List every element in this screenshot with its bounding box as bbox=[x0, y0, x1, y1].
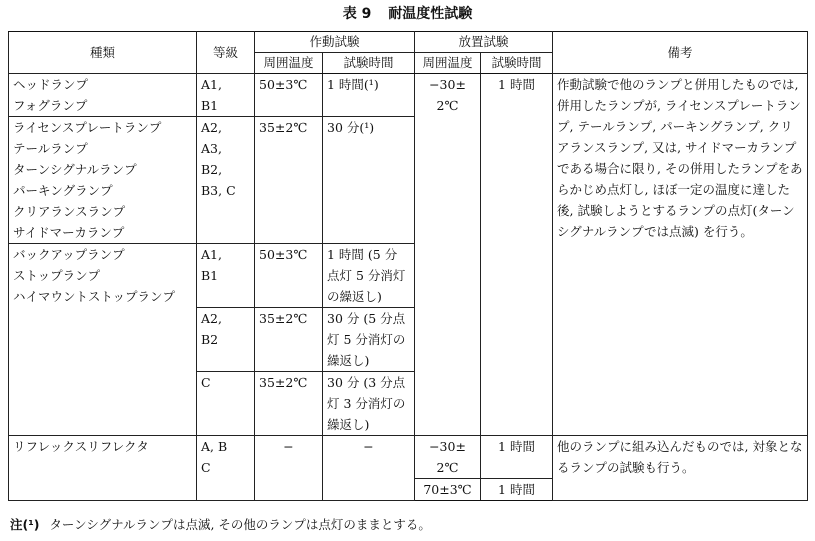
type-name: ライセンスプレートランプ bbox=[13, 120, 162, 135]
stand-temp-line: 70±3℃ bbox=[423, 482, 472, 497]
footnote-text: ターンシグナルランプは点滅, その他のランプは点灯のままとする。 bbox=[49, 517, 431, 532]
type-name: リフレックスリフレクタ bbox=[13, 439, 149, 454]
header-grade: 等級 bbox=[197, 32, 255, 74]
cell-stand-temp bbox=[415, 74, 481, 436]
type-name: テールランプ bbox=[13, 141, 88, 156]
stand-time-value: 1 時間 bbox=[498, 439, 535, 454]
table-title bbox=[0, 5, 815, 23]
op-time-value: 1 時間(¹) bbox=[327, 77, 379, 92]
op-time-line: 繰返し) bbox=[327, 417, 370, 432]
op-time-line: 30 分 (3 分点 bbox=[327, 375, 406, 390]
op-temp-value: − bbox=[283, 439, 294, 454]
type-name: ターンシグナルランプ bbox=[13, 162, 137, 177]
grade-value: C bbox=[201, 460, 211, 475]
cell-op-temp bbox=[255, 244, 323, 308]
table-title-text: 耐温度性試験 bbox=[388, 6, 473, 22]
cell-op-time bbox=[323, 436, 415, 501]
header-op-ambient-temp: 周囲温度 bbox=[255, 53, 323, 74]
cell-op-temp bbox=[255, 372, 323, 436]
cell-stand-time bbox=[481, 74, 553, 436]
op-time-value: 30 分(¹) bbox=[327, 120, 375, 135]
header-type: 種類 bbox=[9, 32, 197, 74]
cell-op-time bbox=[323, 308, 415, 372]
cell-op-temp bbox=[255, 436, 323, 501]
type-name: サイドマーカランプ bbox=[13, 225, 125, 240]
header-operating-test: 作動試験 bbox=[255, 32, 415, 53]
grade-value: B1 bbox=[201, 98, 219, 113]
stand-temp-line: 2℃ bbox=[436, 98, 459, 113]
op-time-line: 1 時間 (5 分 bbox=[327, 247, 398, 262]
cell-op-time bbox=[323, 244, 415, 308]
header-stand-ambient-temp: 周囲温度 bbox=[415, 53, 481, 74]
cell-grade bbox=[197, 308, 255, 372]
grade-value: B2 bbox=[201, 332, 219, 347]
cell-stand-time bbox=[481, 436, 553, 479]
stand-time-value: 1 時間 bbox=[498, 482, 535, 497]
footnote-label: 注(¹) bbox=[10, 517, 40, 532]
cell-grade bbox=[197, 74, 255, 117]
op-time-line: 灯 3 分消灯の bbox=[327, 396, 406, 411]
grade-value: B2, bbox=[201, 162, 223, 177]
table-row bbox=[9, 74, 808, 117]
type-name: クリアランスランプ bbox=[13, 204, 126, 219]
grade-value: A2, bbox=[201, 311, 222, 326]
footnote bbox=[10, 516, 431, 534]
cell-type bbox=[9, 244, 197, 436]
cell-stand-time bbox=[481, 479, 553, 501]
grade-value: A1, bbox=[201, 77, 222, 92]
header-op-test-time: 試験時間 bbox=[323, 53, 415, 74]
cell-op-temp bbox=[255, 117, 323, 244]
cell-grade bbox=[197, 372, 255, 436]
type-name: パーキングランプ bbox=[13, 183, 113, 198]
grade-value: A2, bbox=[201, 120, 222, 135]
op-temp-value: 50±3℃ bbox=[259, 77, 308, 92]
op-time-value: − bbox=[363, 439, 374, 454]
op-time-line: 繰返し) bbox=[327, 353, 370, 368]
cell-grade bbox=[197, 117, 255, 244]
header-row-1 bbox=[9, 32, 808, 53]
op-time-line: 点灯 5 分消灯 bbox=[327, 268, 406, 283]
header-remarks: 備考 bbox=[553, 32, 808, 74]
type-name: バックアップランプ bbox=[13, 247, 125, 262]
grade-value: B1 bbox=[201, 268, 219, 283]
temperature-resistance-table bbox=[8, 31, 808, 501]
op-time-line: 30 分 (5 分点 bbox=[327, 311, 406, 326]
cell-op-time bbox=[323, 372, 415, 436]
type-name: フォグランプ bbox=[13, 98, 88, 113]
op-temp-value: 35±2℃ bbox=[259, 375, 308, 390]
grade-value: A, B bbox=[201, 439, 228, 454]
table-number: 表 9 bbox=[342, 6, 372, 22]
type-name: ヘッドランプ bbox=[13, 77, 89, 92]
op-time-line: 灯 5 分消灯の bbox=[327, 332, 406, 347]
op-temp-value: 35±2℃ bbox=[259, 311, 308, 326]
cell-grade bbox=[197, 244, 255, 308]
header-stand-test-time: 試験時間 bbox=[481, 53, 553, 74]
cell-remarks bbox=[553, 74, 808, 436]
cell-op-time bbox=[323, 117, 415, 244]
cell-type bbox=[9, 117, 197, 244]
cell-stand-temp bbox=[415, 436, 481, 479]
type-name: ハイマウントストップランプ bbox=[13, 289, 176, 304]
op-time-line: の繰返し) bbox=[327, 289, 382, 304]
stand-temp-line: −30± bbox=[429, 77, 466, 92]
remarks-text: 作動試験で他のランプと併用したものでは, 併用したランプが, ライセンスプレートランプ, テールランプ, パーキングランプ, クリアランスランプ, 又は, サイドマーカランプである場合に限り, その併用したランプをあらかじめ点灯し, ほぼ一定の温度に達した後, 試験しようとするランプの点灯(ターンシグナルランプでは点滅) を行う。 bbox=[557, 77, 803, 239]
stand-temp-line: −30± bbox=[429, 439, 466, 454]
table-row bbox=[9, 436, 808, 479]
op-temp-value: 35±2℃ bbox=[259, 120, 308, 135]
header-standing-test: 放置試験 bbox=[415, 32, 553, 53]
grade-value: A3, bbox=[201, 141, 222, 156]
cell-grade bbox=[197, 436, 255, 501]
cell-stand-temp bbox=[415, 479, 481, 501]
stand-temp-line: 2℃ bbox=[436, 460, 459, 475]
cell-op-temp bbox=[255, 308, 323, 372]
cell-remarks bbox=[553, 436, 808, 501]
cell-type bbox=[9, 74, 197, 117]
cell-type bbox=[9, 436, 197, 501]
type-name: ストップランプ bbox=[13, 268, 101, 283]
cell-op-temp bbox=[255, 74, 323, 117]
stand-time-value: 1 時間 bbox=[498, 77, 535, 92]
grade-value: C bbox=[201, 375, 211, 390]
grade-value: A1, bbox=[201, 247, 222, 262]
op-temp-value: 50±3℃ bbox=[259, 247, 308, 262]
remarks-text: 他のランプに組み込んだものでは, 対象となるランプの試験も行う。 bbox=[557, 439, 803, 475]
cell-op-time bbox=[323, 74, 415, 117]
grade-value: B3, C bbox=[201, 183, 236, 198]
